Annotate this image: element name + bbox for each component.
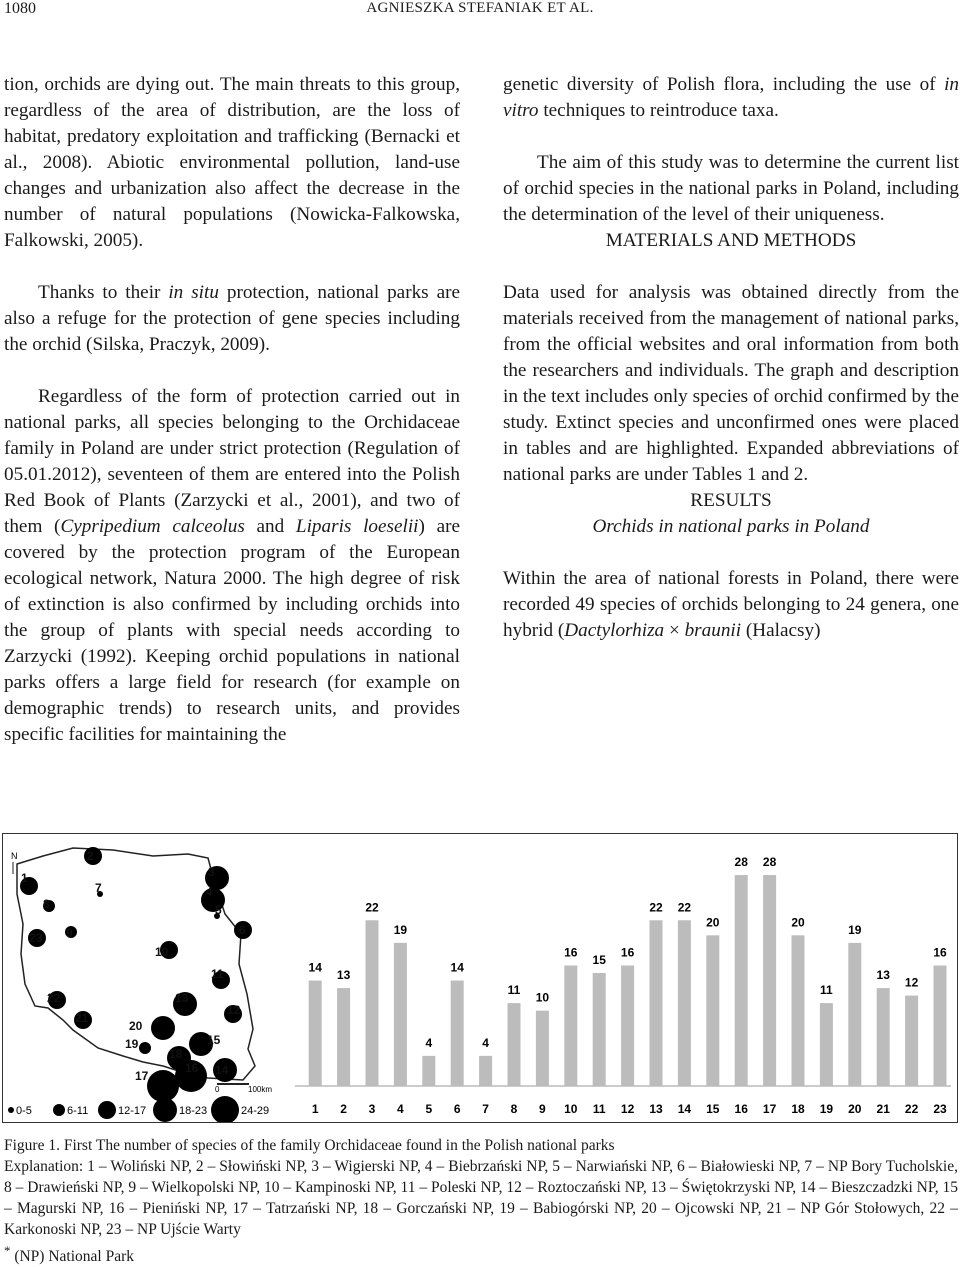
bar-21 — [877, 988, 890, 1086]
right-column — [503, 72, 959, 644]
right-paragraph-3: Data used for analysis was obtained directly from the materials received from the management of national parks, from the official websites and oral information from both the researchers and individuals. The graph and description in the text includes only species of orchid confirmed by the study. Extinct species and unconfirmed ones were placed in tables and are highlighted. Expanded abbreviations of national parks are under Tables 1 and 2. — [503, 282, 959, 485]
park-marker-20 — [151, 1016, 175, 1040]
tick-label-16: 16 — [734, 1102, 748, 1116]
data-label-10: 16 — [564, 945, 578, 960]
legend-marker-1 — [53, 1104, 65, 1116]
tick-label-15: 15 — [706, 1102, 720, 1116]
tick-label-22: 22 — [904, 1102, 919, 1116]
bar-17 — [763, 875, 776, 1086]
bar-13 — [650, 920, 663, 1086]
left-paragraph-2: Thanks to their in situ protection, national parks are also a refuge for the protection of gene species including the orchid (Silska, Praczyk, 2009). — [4, 282, 460, 355]
legend-marker-0 — [8, 1107, 14, 1113]
data-label-15: 20 — [706, 915, 720, 930]
park-label-8: 8 — [43, 897, 50, 911]
data-label-12: 16 — [620, 945, 635, 960]
park-label-9: 9 — [66, 926, 73, 940]
data-label-9: 10 — [535, 990, 550, 1005]
left-column — [4, 72, 460, 748]
park-label-12: 12 — [227, 1003, 241, 1017]
park-label-14: 14 — [215, 1063, 229, 1077]
bar-10 — [564, 965, 577, 1086]
caption-explanation: Explanation: 1 – Woliński NP, 2 – Słowiński NP, 3 – Wigierski NP, 4 – Biebrzański NP, 5 – Narwiański NP, 6 – Białowieski NP, 7 – NP Bory Tucholskie, 8 – Drawieński NP, 9 – Wielkopolski NP, 10 – Kampinoski NP, 11 – Poleski NP, 12 – Roztoczański NP, 13 – Świętokrzyski NP, 14 – Bieszczadzki NP, 15 – Magurski NP, 16 – Pieniński NP, 17 – Tatrzański NP, 18 – Gorczański NP, 19 – Babiogórski NP, 20 – Ojcowski NP, 21 – NP Gór Stołowych, 22 – Karkonoski NP, 23 – NP Ujście Warty — [4, 1158, 958, 1238]
left-paragraph-3: Regardless of the form of protection carried out in national parks, all species belonging to the Orchidaceae family in Poland are under strict protection (Regulation of 05.01.2012), seventeen of them are entered into the Polish Red Book of Plants (Zarzycki et al., 2001), and two of them (Cypripedium calceolus and Liparis loeselii) are covered by the protection program of the European ecological network, Natura 2000. The high degree of risk of extinction is also confirmed by including orchids into the group of plants with special needs according to Zarzycki (1992). Keeping orchid populations in national parks offers a large field for research (for example on demographic trends) to research units, and provides specific facilities for maintaining the — [4, 386, 461, 745]
data-label-14: 22 — [677, 900, 692, 915]
tick-label-20: 20 — [848, 1102, 862, 1116]
park-label-22: 22 — [47, 991, 61, 1005]
figure-1 — [2, 833, 958, 1123]
data-label-23: 16 — [933, 945, 947, 960]
park-label-4: 4 — [206, 885, 213, 899]
tick-label-3: 3 — [368, 1102, 376, 1116]
bar-chart — [289, 834, 957, 1122]
bar-2 — [337, 988, 350, 1086]
bar-9 — [536, 1011, 549, 1086]
bar-12 — [621, 965, 634, 1086]
bar-11 — [593, 973, 606, 1086]
park-marker-17 — [147, 1070, 179, 1102]
poland-map — [3, 834, 279, 1122]
data-label-1: 14 — [308, 960, 322, 975]
page-number: 1080 — [4, 0, 36, 17]
data-label-18: 20 — [791, 915, 805, 930]
data-label-8: 11 — [507, 983, 521, 998]
bar-7 — [479, 1056, 492, 1086]
bar-18 — [792, 935, 805, 1086]
bar-20 — [848, 943, 861, 1086]
scale-label: 100km — [248, 1085, 273, 1094]
tick-label-19: 19 — [819, 1102, 834, 1116]
data-label-11: 15 — [592, 953, 606, 967]
figure-caption — [4, 1135, 958, 1267]
legend-label-0: 0-5 — [16, 1105, 32, 1117]
park-label-15: 15 — [207, 1033, 221, 1047]
tick-label-11: 11 — [592, 1102, 606, 1116]
bar-15 — [706, 935, 719, 1086]
map-legend — [8, 1096, 269, 1122]
page-header — [0, 0, 960, 22]
bar-1 — [309, 981, 322, 1086]
north-label: N — [11, 851, 18, 861]
tick-label-7: 7 — [482, 1102, 489, 1116]
park-marker-19 — [139, 1042, 151, 1054]
tick-label-2: 2 — [340, 1102, 347, 1116]
bar-4 — [394, 943, 407, 1086]
park-label-1: 1 — [21, 871, 28, 885]
tick-label-12: 12 — [620, 1102, 635, 1116]
park-label-19: 19 — [125, 1037, 139, 1051]
bar-22 — [905, 996, 918, 1086]
data-label-21: 13 — [876, 968, 890, 983]
results-heading: RESULTS — [690, 490, 772, 511]
left-paragraph-1: tion, orchids are dying out. The main threats to this group, regardless of the area of distribution, are the loss of habitat, predatory exploitation and trafficking (Bernacki et al., 2008). Abiotic environmental pollution, land-use changes and urbanization also affect the decrease in the number of natural populations (Nowicka-Falkowska, Falkowski, 2005). — [4, 74, 460, 251]
materials-heading: MATERIALS AND METHODS — [605, 230, 857, 251]
legend-marker-3 — [153, 1098, 177, 1122]
tick-label-6: 6 — [453, 1102, 461, 1116]
caption-footnote: * (NP) National Park — [4, 1243, 134, 1266]
tick-label-5: 5 — [425, 1102, 433, 1116]
tick-label-14: 14 — [677, 1102, 692, 1116]
data-label-2: 13 — [336, 968, 351, 983]
tick-label-17: 17 — [762, 1102, 777, 1116]
data-label-19: 11 — [820, 983, 833, 998]
data-label-17: 28 — [762, 855, 777, 870]
data-label-13: 22 — [649, 900, 663, 915]
legend-label-4: 24-29 — [241, 1105, 270, 1117]
tick-label-23: 23 — [933, 1102, 947, 1116]
park-label-17: 17 — [135, 1069, 149, 1083]
tick-label-21: 21 — [876, 1102, 890, 1116]
tick-label-13: 13 — [649, 1102, 663, 1116]
park-label-10: 10 — [155, 945, 169, 959]
results-subheading: Orchids in national parks in Poland — [592, 516, 870, 537]
park-label-2: 2 — [87, 849, 94, 863]
park-label-16: 16 — [185, 1061, 199, 1075]
tick-label-1: 1 — [311, 1102, 319, 1116]
tick-label-18: 18 — [791, 1102, 805, 1116]
data-label-3: 22 — [365, 900, 379, 915]
park-label-18: 18 — [169, 1047, 183, 1061]
legend-marker-2 — [98, 1101, 116, 1119]
bar-16 — [735, 875, 748, 1086]
running-head: AGNIESZKA STEFANIAK ET AL. — [366, 0, 594, 16]
scale-zero: 0 — [215, 1085, 220, 1094]
bar-6 — [451, 981, 464, 1086]
park-label-23: 23 — [29, 931, 43, 945]
bar-23 — [934, 965, 947, 1086]
bar-19 — [820, 1003, 833, 1086]
data-label-6: 14 — [450, 960, 464, 975]
data-label-16: 28 — [734, 855, 748, 870]
park-label-21: 21 — [75, 1011, 89, 1025]
data-label-7: 4 — [482, 1035, 489, 1050]
right-paragraph-1: genetic diversity of Polish flora, including the use of in vitro techniques to reintroduce taxa. — [503, 74, 959, 121]
park-label-5: 5 — [215, 903, 222, 917]
tick-label-8: 8 — [510, 1102, 518, 1116]
park-label-11: 11 — [211, 967, 224, 981]
park-label-20: 20 — [129, 1019, 143, 1033]
park-label-7: 7 — [95, 881, 102, 895]
park-label-13: 13 — [175, 991, 189, 1005]
park-label-3: 3 — [208, 865, 215, 879]
tick-label-9: 9 — [539, 1102, 546, 1116]
legend-marker-4 — [211, 1096, 239, 1122]
legend-label-2: 12-17 — [118, 1105, 147, 1117]
bar-3 — [366, 920, 379, 1086]
legend-label-3: 18-23 — [179, 1105, 208, 1117]
data-label-22: 12 — [904, 975, 919, 990]
bar-14 — [678, 920, 691, 1086]
bar-8 — [508, 1003, 521, 1086]
data-label-4: 19 — [393, 922, 408, 937]
tick-label-4: 4 — [397, 1102, 404, 1116]
legend-label-1: 6-11 — [67, 1105, 89, 1117]
park-label-6: 6 — [239, 923, 246, 937]
right-paragraph-2: The aim of this study was to determine the current list of orchid species in the national parks in Poland, including the determination of the level of their uniqueness. — [503, 152, 959, 225]
tick-label-10: 10 — [564, 1102, 578, 1116]
caption-title: Figure 1. First The number of species of the family Orchidaceae found in the Polish national parks — [4, 1137, 615, 1154]
bar-5 — [422, 1056, 435, 1086]
data-label-5: 4 — [425, 1035, 433, 1050]
right-paragraph-4: Within the area of national forests in Poland, there were recorded 49 species of orchids belonging to 24 genera, one hybrid (Dactylorhiza × braunii (Halacsy) — [503, 568, 959, 641]
data-label-20: 19 — [848, 922, 862, 937]
